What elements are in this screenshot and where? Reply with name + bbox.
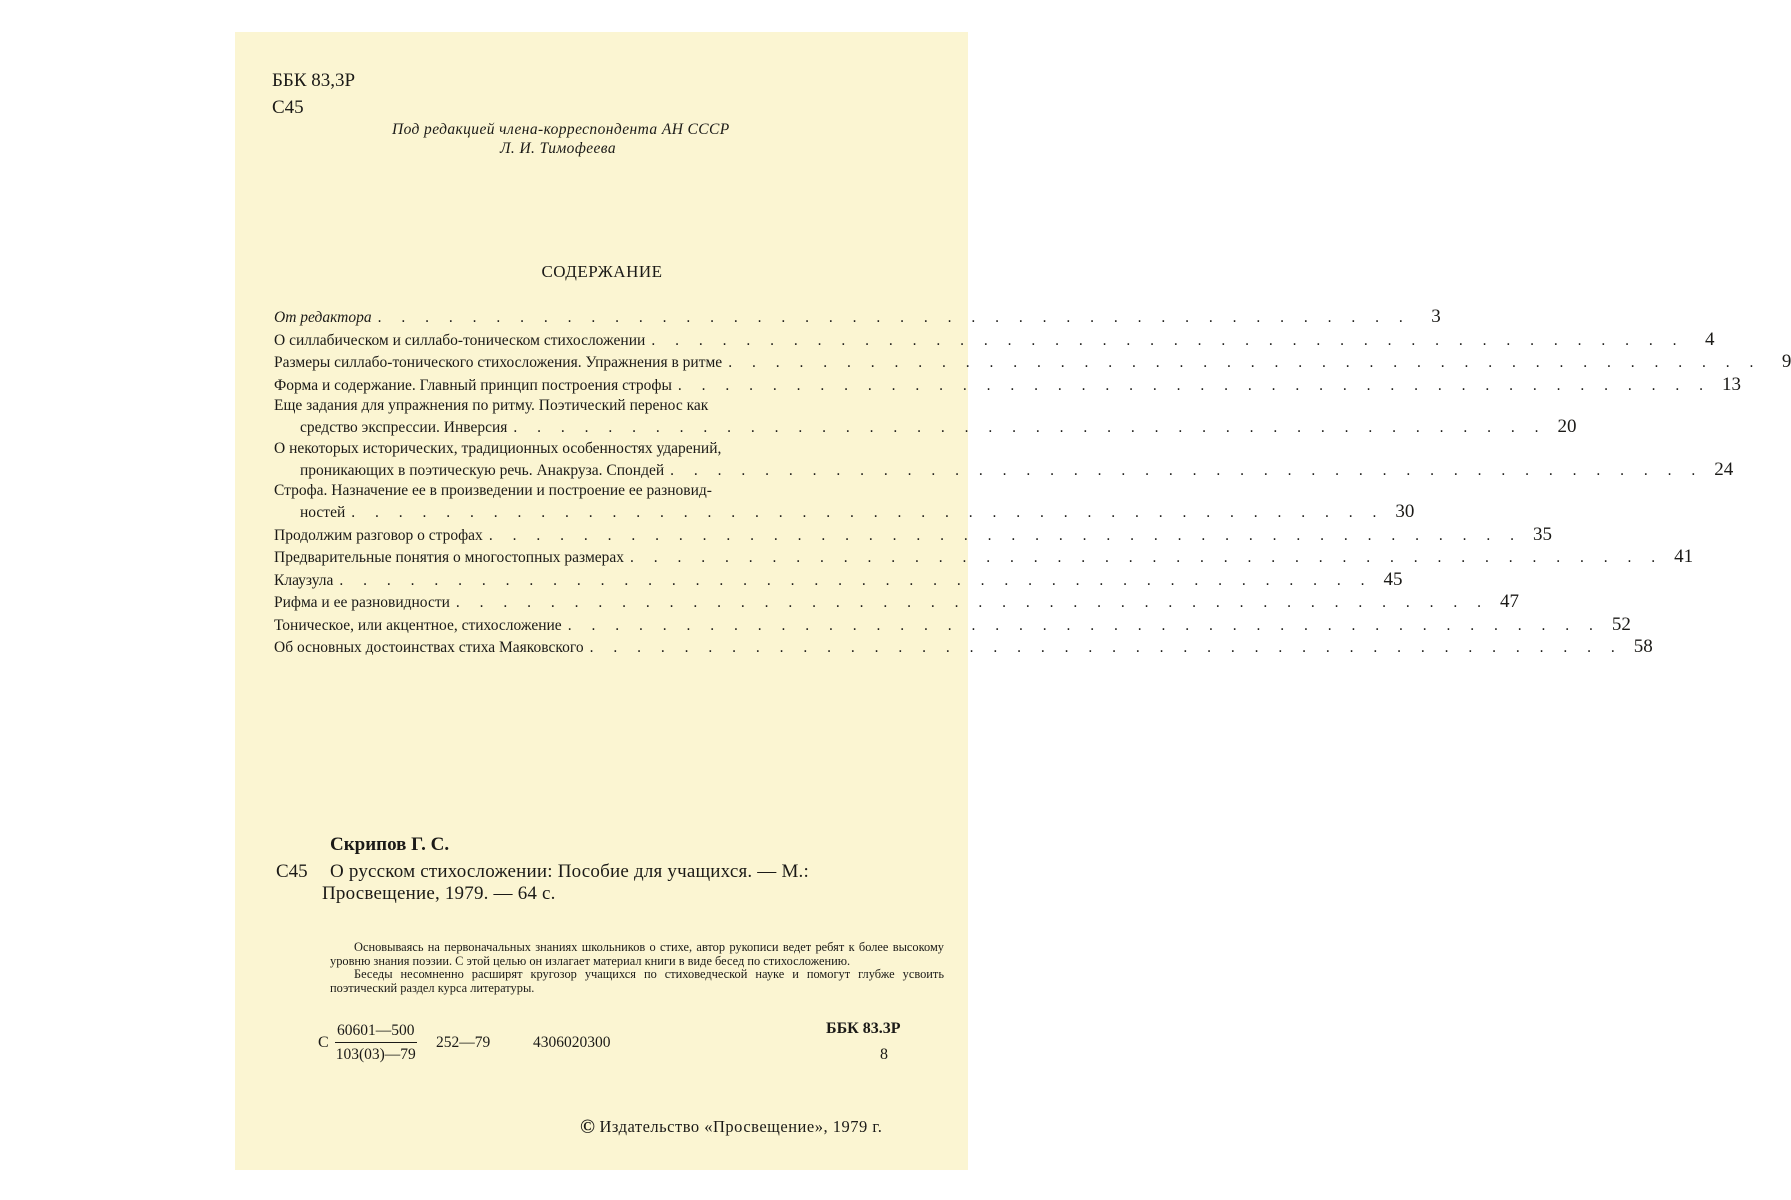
toc-leader-dots: . . . . . . . . . . . . . . . . . . . . . . . . . . . . . . . . . . . . . . . . . . . . xyxy=(589,639,1623,656)
toc-entry-title: Рифма и ее разновидности xyxy=(274,594,450,611)
toc-title: СОДЕРЖАНИЕ xyxy=(541,262,663,281)
toc-leader-dots: . . . . . . . . . . . . . . . . . . . . . . . . . . . . . . . . . . . . . . . . . . . . xyxy=(670,461,1704,479)
toc-entry-line xyxy=(274,439,924,459)
toc-entry xyxy=(274,458,1734,482)
toc-page-number: 47 xyxy=(1500,591,1520,612)
toc-entry xyxy=(274,636,1653,659)
toc-page-number: 41 xyxy=(1674,546,1694,567)
toc-entry xyxy=(274,523,1552,547)
toc-leader-dots: . . . . . . . . . . . . . . . . . . . . . . . . . . . . . . . . . . . . . . . . . . . . xyxy=(351,504,1385,521)
toc-entry-title: Размеры силлабо-тонического стихосложения. Упражнения в ритме xyxy=(274,354,723,371)
bbk-code-top: ББК 83,3Р xyxy=(272,70,356,91)
fraction-denominator: 103(03)—79 xyxy=(335,1046,416,1063)
annotation xyxy=(330,941,944,995)
toc-leader-dots: . . . . . . . . . . . . . . . . . . . . . . . . . . . . . . . . . . . . . . . . . . . . xyxy=(651,331,1685,349)
toc-entry xyxy=(274,568,1403,592)
toc-leader-dots: . . . . . . . . . . . . . . . . . . . . . . . . . . . . . . . . . . . . . . . . . . . . xyxy=(455,594,1490,611)
toc-page-number: 45 xyxy=(1383,568,1403,590)
toc-entry xyxy=(274,328,1715,352)
toc-page-number: 52 xyxy=(1611,613,1631,635)
toc-entry-title: Тоническое, или акцентное, стихосложение xyxy=(274,616,562,634)
index-code-top: С45 xyxy=(272,97,304,118)
toc-entry-title: Предварительные понятия о многостопных размерах xyxy=(274,549,625,566)
toc-entry xyxy=(274,416,1577,439)
editor-line-1: Под редакцией члена-корреспондента АН СССР xyxy=(392,121,730,138)
toc-page-number: 13 xyxy=(1722,373,1742,395)
toc-leader-dots: . . . . . . . . . . . . . . . . . . . . . . . . . . . . . . . . . . . . . . . . . . . . xyxy=(513,419,1547,436)
toc-entry xyxy=(274,501,1415,524)
toc-leader-dots: . . . . . . . . . . . . . . . . . . . . . . . . . . . . . . . . . . . . . . . . . . . . xyxy=(339,571,1373,589)
toc-leader-dots: . . . . . . . . . . . . . . . . . . . . . . . . . . . . . . . . . . . . . . . . . . . . xyxy=(377,309,1411,326)
toc-entry-continuation: проникающих в поэтическую речь. Анакруза. Спондей xyxy=(300,461,665,479)
toc-entry xyxy=(274,546,1694,569)
bbk-code-bottom: ББК 83.3Р xyxy=(826,1020,901,1037)
toc-entry-continuation: ностей xyxy=(300,504,346,521)
code-isbn: 4306020300 xyxy=(533,1034,611,1051)
toc-entry xyxy=(274,613,1631,637)
toc-entry-title: О силлабическом и силлабо-тоническом стихосложении xyxy=(274,331,646,349)
toc-entry-title: Форма и содержание. Главный принцип построения строфы xyxy=(274,376,672,394)
toc-entry-line xyxy=(274,396,924,416)
toc-entry-title: Еще задания для упражнения по ритму. Поэтический перенос как xyxy=(274,397,709,414)
toc-entry-title: Продолжим разговор о строфах xyxy=(274,526,483,544)
toc-page-number: 58 xyxy=(1633,636,1653,657)
toc-entry-title: Об основных достоинствах стиха Маяковского xyxy=(274,639,584,656)
biblio-line-2: Просвещение, 1979. — 64 с. xyxy=(322,883,556,904)
toc-entry-title: Клаузула xyxy=(274,571,334,589)
annotation-paragraph-2: Беседы несомненно расширят кругозор учащихся по стиховедческой науке и помогут глубже усвоить поэтический раздел курса литературы. xyxy=(330,967,944,995)
toc-entry xyxy=(274,591,1520,614)
toc-leader-dots: . . . . . . . . . . . . . . . . . . . . . . . . . . . . . . . . . . . . . . . . . . . . xyxy=(630,549,1664,566)
toc-entry xyxy=(274,351,1791,374)
toc-leader-dots: . . . . . . . . . . . . . . . . . . . . . . . . . . . . . . . . . . . . . . . . . . . . xyxy=(488,526,1522,544)
toc-page-number: 24 xyxy=(1714,458,1734,480)
editor-line-2: Л. И. Тимофеева xyxy=(500,140,616,157)
toc-entry-title: О некоторых исторических, традиционных особенностях ударений, xyxy=(274,439,722,457)
fraction-numerator: 60601—500 xyxy=(335,1022,417,1043)
toc-leader-dots: . . . . . . . . . . . . . . . . . . . . . . . . . . . . . . . . . . . . . . . . . . . . xyxy=(567,616,1601,634)
biblio-line-1: О русском стихосложении: Пособие для учащихся. — М.: xyxy=(330,861,809,882)
toc-entry xyxy=(274,373,1742,397)
toc-page-number: 30 xyxy=(1395,501,1415,522)
toc-entry-line xyxy=(274,481,924,501)
code-mid: 252—79 xyxy=(436,1034,491,1051)
toc-entry xyxy=(274,306,1441,329)
toc-leader-dots: . . . . . . . . . . . . . . . . . . . . . . . . . . . . . . . . . . . . . . . . . . . . xyxy=(677,376,1712,394)
toc-page-number: 9 xyxy=(1781,351,1791,372)
toc-page-number: 3 xyxy=(1431,306,1441,327)
annotation-paragraph-1: Основываясь на первоначальных знаниях школьников о стихе, автор рукописи ведет ребят к более высокому уровню знания поэзии. С этой целью он излагает материал книги в виде бесед по стихосложению. xyxy=(330,940,944,968)
code-fraction xyxy=(335,1022,417,1064)
toc-page-number: 20 xyxy=(1557,416,1577,437)
index-code-biblio: С45 xyxy=(276,861,308,882)
copyright-text: Издательство «Просвещение», 1979 г. xyxy=(599,1117,883,1136)
toc-entry-title: От редактора xyxy=(274,309,372,326)
code-number: 8 xyxy=(880,1046,888,1063)
copyright-sign: © xyxy=(580,1116,596,1138)
copyright-line xyxy=(580,1116,882,1139)
toc-page-number: 35 xyxy=(1532,523,1552,545)
toc-entry-continuation: средство экспрессии. Инверсия xyxy=(300,419,508,436)
toc-entry-title: Строфа. Назначение ее в произведении и построение ее разновид- xyxy=(274,482,712,499)
author-name: Скрипов Г. С. xyxy=(330,834,450,855)
table-of-contents xyxy=(274,306,1791,659)
code-letter: С xyxy=(318,1034,329,1051)
toc-page-number: 4 xyxy=(1704,328,1715,350)
toc-leader-dots: . . . . . . . . . . . . . . . . . . . . . . . . . . . . . . . . . . . . . . . . . . . . xyxy=(728,354,1762,371)
editor-credit xyxy=(392,120,730,158)
